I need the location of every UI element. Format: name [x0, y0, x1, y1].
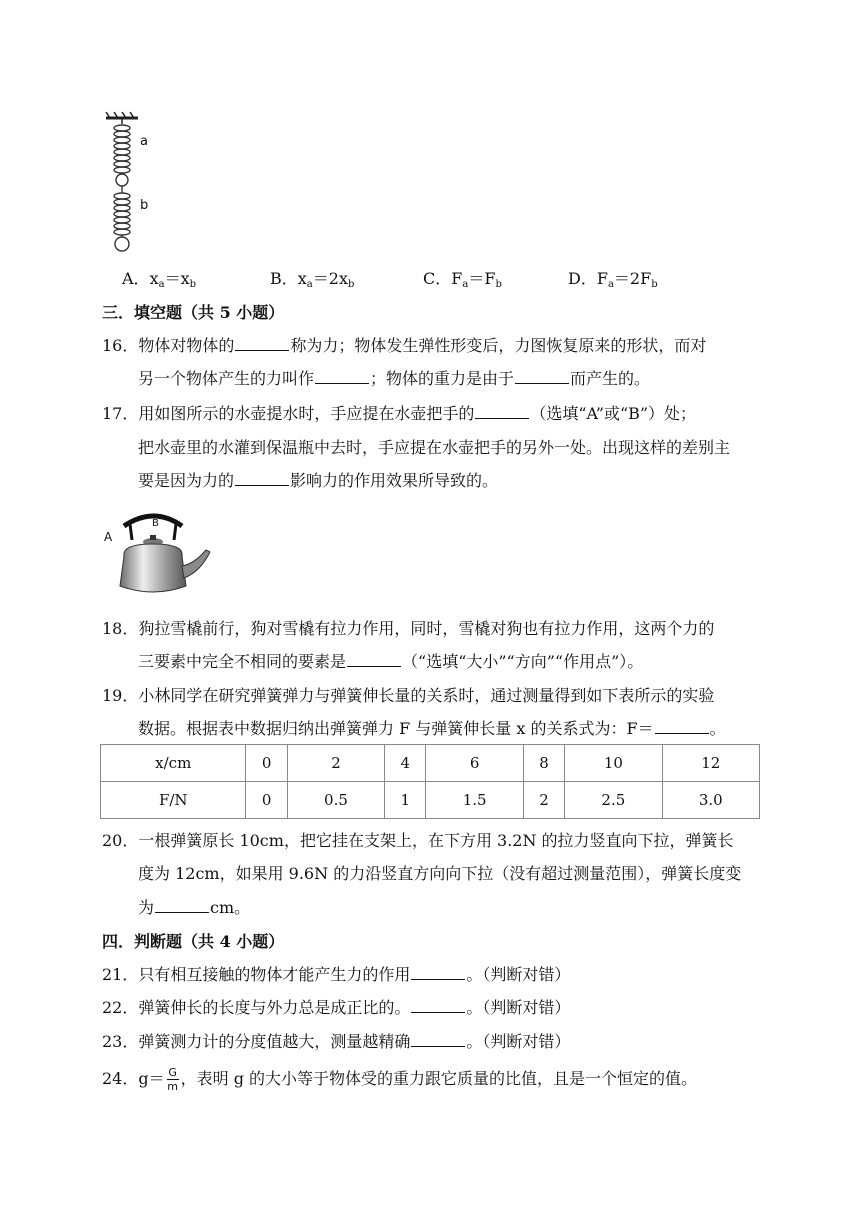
table-cell: 6 — [426, 745, 523, 782]
q18-line-1: 18．狗拉雪橇前行，狗对雪橇有拉力作用，同时，雪橇对狗也有拉力作用，这两个力的 — [102, 619, 715, 638]
table-cell: F/N — [101, 782, 246, 819]
q21-blank[interactable] — [411, 965, 465, 980]
table-cell: 4 — [385, 745, 426, 782]
q16-blank-3[interactable] — [515, 369, 569, 384]
table-cell: 3.0 — [662, 782, 759, 819]
g-over-m-fraction: $\frac{G}{m}$ — [167, 1066, 178, 1093]
kettle-label-b: B — [152, 518, 159, 529]
q18-blank[interactable] — [347, 652, 401, 667]
q16-line-1: 16．物体对物体的 称为力；物体发生弹性形变后，力图恢复原来的形状，而对 — [102, 336, 707, 355]
q15-option-a: A．$x_a=x_b$ — [122, 269, 197, 290]
q18-line-2: 三要素中完全不相同的要素是 （“选填“大小”“方向”“作用点”）。 — [138, 652, 644, 671]
q19-line-1: 19．小林同学在研究弹簧弹力与弹簧伸长量的关系时，通过测量得到如下表所示的实验 — [102, 686, 715, 705]
q20-line-1: 20．一根弹簧原长 10cm，把它挂在支架上，在下方用 3.2N 的拉力竖直向下拉，弹簧长 — [102, 831, 734, 850]
q21-line: 21．只有相互接触的物体才能产生力的作用 。（判断对错） — [102, 965, 571, 984]
q15-option-b: B．$x_a=2x_b$ — [270, 269, 355, 290]
table-cell: 0 — [246, 782, 287, 819]
q15-option-d: D．$F_a=2F_b$ — [568, 269, 658, 290]
spring-label-a: a — [140, 134, 148, 149]
section-3-title: 三．填空题（共 5 小题） — [102, 303, 285, 322]
q23-line: 23．弹簧测力计的分度值越大，测量越精确 。（判断对错） — [102, 1032, 571, 1051]
q16-blank-1[interactable] — [235, 336, 289, 351]
q15-option-c: C．$F_a=F_b$ — [423, 269, 502, 290]
kettle-figure — [102, 506, 214, 598]
q17-blank-1[interactable] — [475, 404, 529, 419]
q17-line-1: 17．用如图所示的水壶提水时，手应提在水壶把手的 （选填“A”或“B”）处； — [102, 404, 697, 423]
q17-line-3: 要是因为力的 影响力的作用效果所导致的。 — [138, 471, 499, 490]
table-cell: 12 — [662, 745, 759, 782]
q19-line-2: 数据。根据表中数据归纳出弹簧弹力 F 与弹簧伸长量 x 的关系式为：F＝ 。 — [138, 719, 726, 738]
table-row — [101, 745, 760, 782]
q17-blank-2[interactable] — [235, 471, 289, 486]
spring-data-table — [100, 744, 760, 819]
q17-line-2: 把水壶里的水灌到保温瓶中去时，手应提在水壶把手的另外一处。出现这样的差别主 — [138, 438, 731, 457]
table-cell: 0.5 — [287, 782, 384, 819]
section-4-title: 四．判断题（共 4 小题） — [102, 932, 285, 951]
q22-blank[interactable] — [411, 998, 465, 1013]
q22-line: 22．弹簧伸长的长度与外力总是成正比的。 。（判断对错） — [102, 998, 571, 1017]
spring-label-b: b — [140, 198, 149, 213]
table-cell: x/cm — [101, 745, 246, 782]
kettle-label-a: A — [104, 530, 113, 544]
table-cell: 2 — [523, 782, 564, 819]
q24-line: 24．g＝ $\frac{G}{m}$ ，表明 g 的大小等于物体受的重力跟它质量的比值，且是一个恒定的值。 — [102, 1066, 698, 1093]
table-cell: 2.5 — [565, 782, 662, 819]
q20-line-2: 度为 12cm，如果用 9.6N 的力沿竖直方向向下拉（没有超过测量范围），弹簧长度变 — [138, 864, 742, 883]
table-cell: 1 — [385, 782, 426, 819]
table-cell: 2 — [287, 745, 384, 782]
spring-diagram-icon — [104, 110, 184, 256]
table-cell: 10 — [565, 745, 662, 782]
q23-blank[interactable] — [411, 1032, 465, 1047]
q19-blank[interactable] — [655, 719, 709, 734]
table-cell: 1.5 — [426, 782, 523, 819]
table-row — [101, 782, 760, 819]
q20-line-3: 为 cm。 — [138, 898, 251, 917]
table-cell: 0 — [246, 745, 287, 782]
q16-blank-2[interactable] — [315, 369, 369, 384]
q16-line-2: 另一个物体产生的力叫作 ；物体的重力是由于 而产生的。 — [138, 369, 651, 388]
q20-blank[interactable] — [155, 898, 209, 913]
spring-figure — [104, 110, 184, 256]
table-cell: 8 — [523, 745, 564, 782]
